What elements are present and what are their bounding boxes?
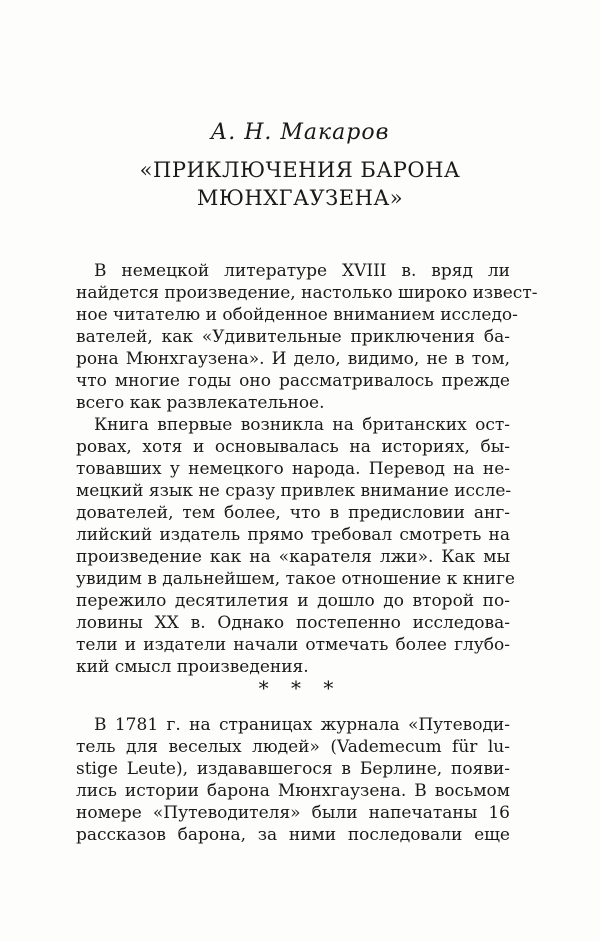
text-line: рассказов барона, за ними последовали еще bbox=[76, 825, 510, 845]
text-line: дователей, тем более, что в предисловии анг- bbox=[76, 503, 510, 523]
text-line: рона Мюнхгаузена». И дело, видимо, не в том, bbox=[76, 349, 510, 369]
text-line: увидим в дальнейшем, такое отношение к книге bbox=[76, 569, 515, 589]
text-line: найдется произведение, настолько широко извест- bbox=[76, 283, 538, 303]
text-line: произведение как на «карателя лжи». Как мы bbox=[76, 547, 510, 567]
text-line: пережило десятилетия и дошло до второй по- bbox=[76, 591, 510, 611]
text-line: stige Leute), издававшегося в Берлине, появи- bbox=[76, 759, 510, 779]
text-line: тели и издатели начали отмечать более глубо- bbox=[76, 635, 510, 655]
text-line: ловины XX в. Однако постепенно исследова- bbox=[76, 613, 510, 633]
chapter-title-line: МЮНХГАУЗЕНА» bbox=[196, 186, 404, 210]
text-line: вателей, как «Удивительные приключения ба- bbox=[76, 327, 510, 347]
text-line: ровах, хотя и основывалась на историях, бы- bbox=[76, 437, 510, 457]
text-line: мецкий язык не сразу привлек внимание иссле- bbox=[76, 481, 512, 501]
text-line: В 1781 г. на страницах журнала «Путеводи- bbox=[94, 715, 510, 735]
chapter-title-line: «ПРИКЛЮЧЕНИЯ БАРОНА bbox=[139, 158, 461, 182]
text-line: лись истории барона Мюнхгаузена. В восьмом bbox=[76, 781, 510, 801]
text-line: кий смысл произведения. bbox=[76, 657, 309, 677]
text-line: номере «Путеводителя» были напечатаны 16 bbox=[76, 803, 510, 823]
text-line: ное читателю и обойденное вниманием исследо- bbox=[76, 305, 518, 325]
text-line: тель для веселых людей» (Vademecum für lu- bbox=[76, 737, 510, 757]
chapter-title bbox=[0, 156, 600, 212]
text-line: лийский издатель прямо требовал смотреть на bbox=[76, 525, 510, 545]
author-name: А. Н. Макаров bbox=[210, 120, 390, 145]
text-line: В немецкой литературе XVIII в. вряд ли bbox=[94, 261, 510, 281]
text-line: что многие годы оно рассматривалось прежде bbox=[76, 371, 510, 391]
text-line: Книга впервые возникла на британских ост- bbox=[94, 415, 510, 435]
text-line: товавших у немецкого народа. Перевод на не- bbox=[76, 459, 510, 479]
section-separator: * * * bbox=[258, 676, 342, 700]
text-line: всего как развлекательное. bbox=[76, 393, 325, 413]
